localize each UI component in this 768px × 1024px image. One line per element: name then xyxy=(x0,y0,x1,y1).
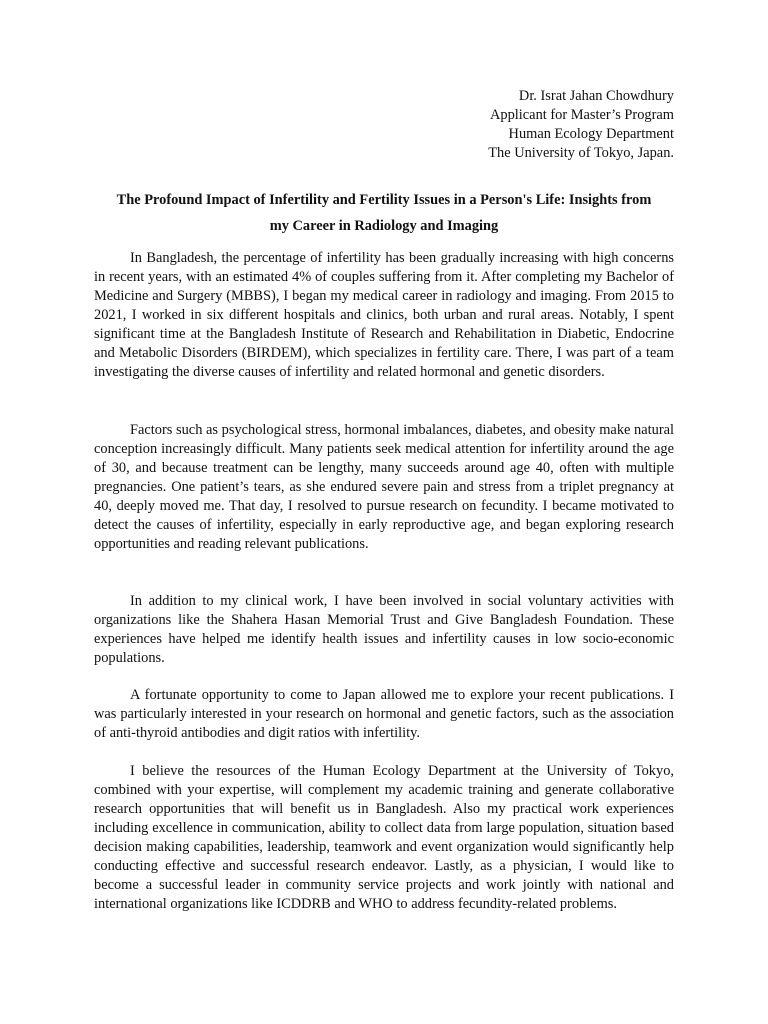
sender-block xyxy=(488,87,674,163)
sender-department: Human Ecology Department xyxy=(508,126,674,142)
paragraph-3: In addition to my clinical work, I have been involved in social voluntary activities with organizations like the Shahera Hasan Memorial Trust and Give Bangladesh Foundation. These experiences have helped me identify health issues and infertility causes in low socio-economic populations. xyxy=(94,593,674,666)
paragraph-2: Factors such as psychological stress, hormonal imbalances, diabetes, and obesity make natural conception increasingly difficult. Many patients seek medical attention for infertility around the age of 30, and because treatment can be lengthy, many succeeds around age 40, often with multiple pregnancies. One patient’s tears, as she endured severe pain and stress from a triplet pregnancy at 40, deeply moved me. That day, I resolved to pursue research on fecundity. I became motivated to detect the causes of infertility, especially in early reproductive age, and began exploring research opportunities and reading relevant publications. xyxy=(94,422,674,552)
sender-university: The University of Tokyo, Japan. xyxy=(488,145,674,161)
document-title xyxy=(94,187,674,239)
paragraph-5: I believe the resources of the Human Ecology Department at the University of Tokyo, combined with your expertise, will complement my academic training and generate collaborative research opportunities that will benefit us in Bangladesh. Also my practical work experiences including excellence in communication, ability to collect data from large population, situation based decision making capabilities, leadership, teamwork and event organization would significantly help conducting effective and successful research endeavor. Lastly, as a physician, I would like to become a successful leader in community service projects and work jointly with national and international organizations like ICDDRB and WHO to address fecundity-related problems. xyxy=(94,763,674,912)
paragraph-1: In Bangladesh, the percentage of infertility has been gradually increasing with high concerns in recent years, with an estimated 4% of couples suffering from it. After completing my Bachelor of Medicine and Surgery (MBBS), I began my medical career in radiology and imaging. From 2015 to 2021, I worked in six different hospitals and clinics, both urban and rural areas. Notably, I spent significant time at the Bangladesh Institute of Research and Rehabilitation in Diabetic, Endocrine and Metabolic Disorders (BIRDEM), which specializes in fertility care. There, I was part of a team investigating the diverse causes of infertility and related hormonal and genetic disorders. xyxy=(94,250,674,380)
sender-role: Applicant for Master’s Program xyxy=(490,107,674,123)
sender-name: Dr. Israt Jahan Chowdhury xyxy=(518,88,674,104)
title-line-1: The Profound Impact of Infertility and Fertility Issues in a Person's Life: Insights from xyxy=(116,192,652,208)
title-line-2: my Career in Radiology and Imaging xyxy=(269,218,499,234)
paragraph-4: A fortunate opportunity to come to Japan allowed me to explore your recent publications. I was particularly interested in your research on hormonal and genetic factors, such as the association of anti-thyroid antibodies and digit ratios with infertility. xyxy=(94,687,674,741)
